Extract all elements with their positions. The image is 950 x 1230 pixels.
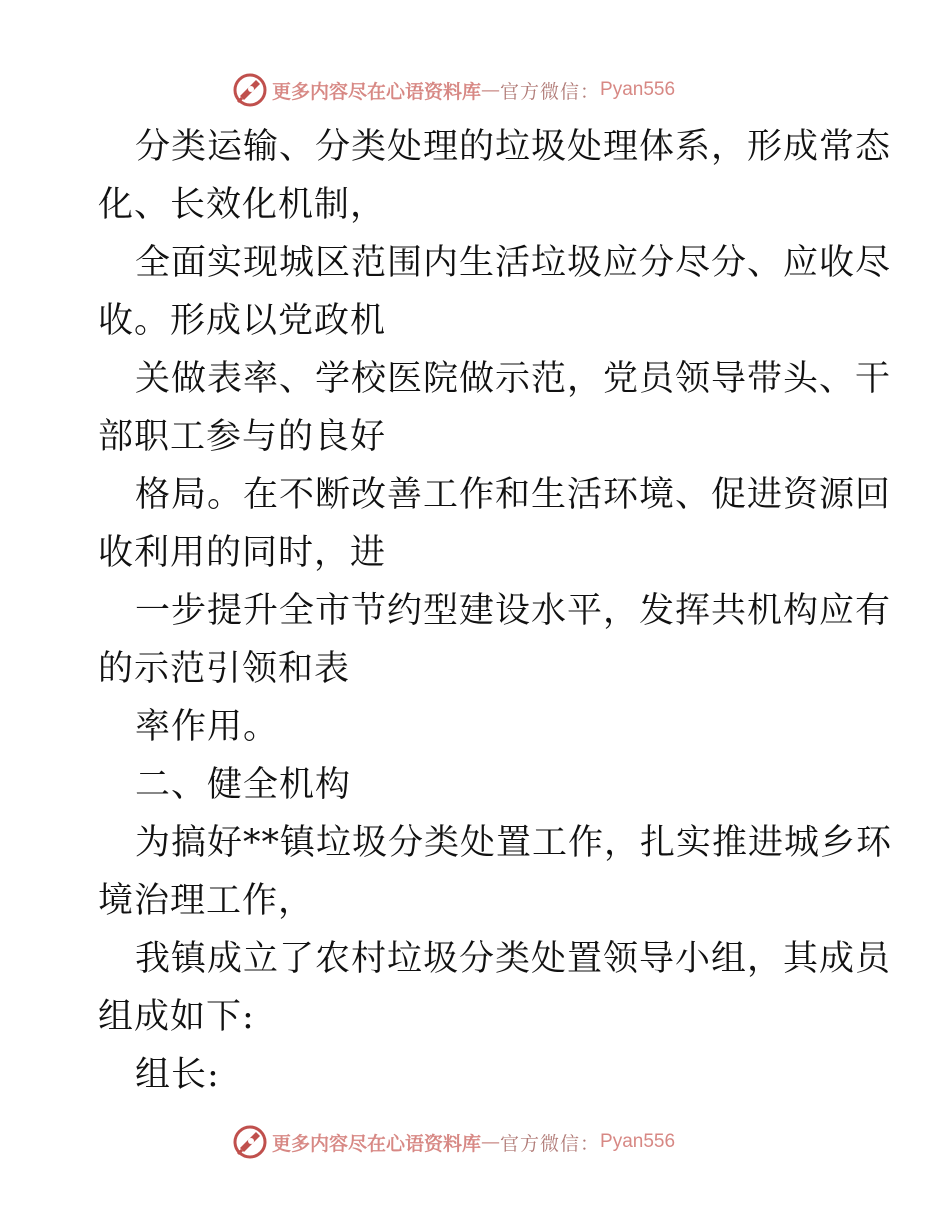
watermark-wechat-id: Pyan556 xyxy=(600,1131,676,1152)
document-body xyxy=(98,118,893,1104)
body-line: 分类运输、分类处理的垃圾处理体系，形成常态 xyxy=(135,127,892,167)
watermark-wechat-label: 官方微信： xyxy=(500,80,601,103)
watermark-dash: — xyxy=(481,1131,501,1153)
book-pen-logo-icon xyxy=(232,1124,268,1160)
watermark-wechat-id: Pyan556 xyxy=(600,79,676,100)
body-line: 关做表率、学校医院做示范，党员领导带头、干 xyxy=(135,359,892,399)
footer-watermark xyxy=(232,1122,675,1162)
body-line: 的示范引领和表 xyxy=(98,649,351,689)
header-watermark xyxy=(232,70,675,110)
watermark-main-text: 更多内容尽在心语资料库 xyxy=(272,1132,482,1155)
body-line: 我镇成立了农村垃圾分类处置领导小组，其成员 xyxy=(135,939,892,979)
body-line: 境治理工作， xyxy=(98,881,315,921)
watermark-main-text: 更多内容尽在心语资料库 xyxy=(272,80,482,103)
body-line: 组成如下: xyxy=(98,997,255,1037)
watermark-dash: — xyxy=(481,79,501,101)
watermark-wechat-label: 官方微信： xyxy=(500,1132,601,1155)
section-heading: 二、健全机构 xyxy=(135,765,352,805)
body-line: 化、长效化机制， xyxy=(98,185,387,225)
body-line: 全面实现城区范围内生活垃圾应分尽分、应收尽 xyxy=(135,243,892,283)
body-line: 部职工参与的良好 xyxy=(98,417,387,457)
body-line: 收。形成以党政机 xyxy=(98,301,387,341)
body-line: 率作用。 xyxy=(135,707,280,747)
body-line: 为搞好**镇垃圾分类处置工作，扎实推进城乡环 xyxy=(135,823,893,863)
book-pen-logo-icon xyxy=(232,72,268,108)
body-line: 一步提升全市节约型建设水平，发挥共机构应有 xyxy=(135,591,892,631)
body-line: 组长: xyxy=(135,1055,220,1095)
body-line: 收利用的同时，进 xyxy=(98,533,387,573)
body-line: 格局。在不断改善工作和生活环境、促进资源回 xyxy=(135,475,892,515)
